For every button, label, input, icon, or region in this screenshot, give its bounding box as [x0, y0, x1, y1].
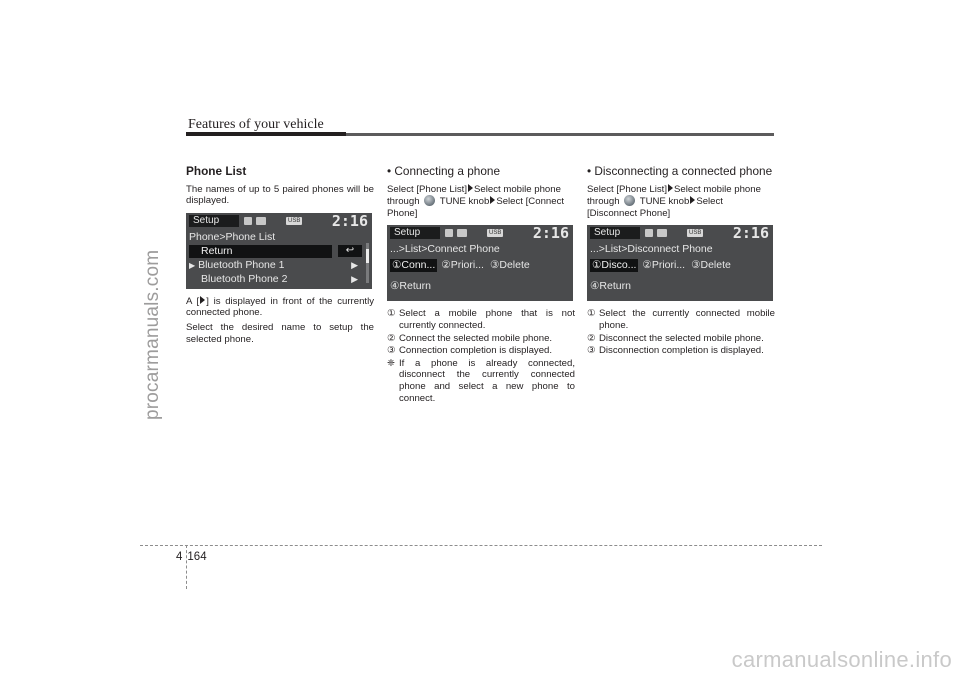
- screen-phone-1: [189, 259, 369, 272]
- note-marker: ❈: [387, 357, 396, 369]
- path-step-2: Select mobile phone through: [587, 183, 761, 208]
- para1-pre: A [: [186, 295, 200, 307]
- bluetooth-icon: [645, 229, 653, 237]
- header-rule: [186, 133, 774, 136]
- disconnecting-path: [587, 184, 775, 220]
- option-delete: ③Delete: [489, 259, 530, 272]
- screen-breadcrumb: ...>List>Connect Phone: [390, 243, 500, 256]
- disconnecting-column: [587, 166, 775, 358]
- phone-1-arrow-icon: ▶: [351, 259, 358, 270]
- phone-list-screen: [186, 213, 372, 289]
- screen-clock: 2:16: [331, 212, 368, 230]
- phone-2-arrow-icon: ▶: [351, 273, 358, 284]
- scroll-thumb: [366, 249, 369, 263]
- chapter-number: 4: [176, 551, 183, 563]
- section-header: Features of your vehicle: [188, 117, 324, 132]
- screen-clock: 2:16: [532, 225, 569, 243]
- step-text: Select a mobile phone that is not currently connected.: [399, 308, 575, 331]
- step-number: ②: [387, 332, 396, 344]
- step-number: ①: [387, 308, 396, 320]
- para1-post: ] is displayed in front of the currently connected phone.: [186, 295, 375, 319]
- note-text: If a phone is already connected, disconnect the currently connected phone and select a new phone to connect.: [399, 357, 575, 404]
- page-number: [176, 551, 212, 563]
- screen-tab: Setup: [189, 215, 239, 227]
- triangle-icon: [200, 296, 205, 304]
- path-knob-label: TUNE knob: [439, 196, 490, 208]
- bluetooth-icon: [445, 229, 453, 237]
- path-knob-label: TUNE knob: [639, 196, 690, 208]
- disconnecting-heading: • Disconnecting a connected phone: [587, 164, 773, 178]
- option-priority: ②Priori...: [441, 259, 484, 272]
- path-step-3: Select [Disconnect Phone]: [587, 196, 723, 219]
- connect-phone-screen: [387, 225, 573, 301]
- option-disconnect: ①Disco...: [592, 259, 637, 272]
- screen-breadcrumb: Phone>Phone List: [189, 230, 276, 243]
- option-delete: ③Delete: [691, 259, 731, 272]
- tune-knob-icon: [424, 195, 435, 206]
- option-return: ④Return: [390, 280, 431, 293]
- path-step-1: Select [Phone List]: [587, 183, 667, 195]
- screen-clock: 2:16: [732, 225, 769, 243]
- phone-list-para1: [186, 296, 374, 319]
- step-item: [587, 308, 775, 331]
- screen-breadcrumb: ...>List>Disconnect Phone: [590, 243, 713, 256]
- triangle-icon: [468, 184, 473, 192]
- path-step-3: Select [Connect Phone]: [387, 196, 565, 219]
- screen-phone-1-label: Bluetooth Phone 1: [198, 258, 285, 271]
- option-return: ④Return: [590, 280, 631, 293]
- step-text: Disconnection completion is displayed.: [599, 345, 764, 357]
- return-icon: ↩: [338, 245, 362, 257]
- step-text: Connection completion is displayed.: [399, 345, 553, 357]
- phone-list-para2: Select the desired name to setup the selected phone.: [186, 321, 374, 345]
- step-text: Disconnect the selected mobile phone.: [599, 332, 764, 344]
- step-text: Connect the selected mobile phone.: [399, 332, 553, 344]
- path-step-2: Select mobile phone through: [387, 183, 561, 208]
- step-item: [387, 308, 575, 331]
- step-item: [587, 333, 775, 345]
- cd-icon: [256, 217, 266, 225]
- bluetooth-icon: [244, 217, 252, 225]
- screen-tab: Setup: [590, 227, 640, 239]
- step-item: [387, 345, 575, 357]
- option-connect: ①Conn...: [392, 259, 436, 272]
- step-number: ③: [387, 345, 396, 357]
- screen-return-label: Return: [189, 245, 332, 258]
- usb-badge: USB: [288, 217, 301, 224]
- option-priority: ②Priori...: [642, 259, 686, 272]
- step-number: ①: [587, 308, 596, 320]
- triangle-icon: [490, 196, 495, 204]
- step-item: [587, 345, 775, 357]
- tune-knob-icon: [624, 195, 635, 206]
- header-rule-accent: [186, 132, 346, 136]
- step-text: Select the currently connected mobile phone.: [599, 308, 775, 331]
- path-step-1: Select [Phone List]: [387, 183, 467, 195]
- triangle-icon: [668, 184, 673, 192]
- connecting-steps: [387, 308, 575, 404]
- connecting-heading: • Connecting a phone: [387, 164, 501, 178]
- screen-options: [390, 259, 570, 272]
- phone-list-column: [186, 166, 374, 348]
- screen-scrollbar: [366, 243, 369, 283]
- side-watermark: procarmanuals.com: [142, 249, 163, 420]
- phone-list-heading: Phone List: [186, 164, 247, 178]
- step-number: ②: [587, 332, 596, 344]
- triangle-icon: [690, 196, 695, 204]
- footer-rule: [140, 545, 822, 546]
- usb-badge: USB: [689, 230, 702, 237]
- disconnect-phone-screen: [587, 225, 773, 301]
- usb-badge: USB: [489, 230, 502, 237]
- cd-icon: [657, 229, 667, 237]
- note-item: [387, 358, 575, 404]
- screen-return-row: [189, 245, 332, 258]
- bottom-watermark: carmanualsonline.info: [731, 647, 952, 672]
- disconnecting-steps: [587, 308, 775, 356]
- connecting-path: [387, 184, 575, 220]
- step-number: ③: [587, 345, 596, 357]
- step-item: [387, 333, 575, 345]
- page-number-value: 164: [187, 551, 207, 563]
- phone-list-intro: The names of up to 5 paired phones will be displayed.: [186, 183, 374, 207]
- cd-icon: [457, 229, 467, 237]
- screen-phone-2: Bluetooth Phone 2: [201, 272, 288, 285]
- screen-tab: Setup: [390, 227, 440, 239]
- screen-options: [590, 259, 770, 272]
- connecting-column: [387, 166, 575, 405]
- current-marker-icon: ▶: [189, 260, 196, 270]
